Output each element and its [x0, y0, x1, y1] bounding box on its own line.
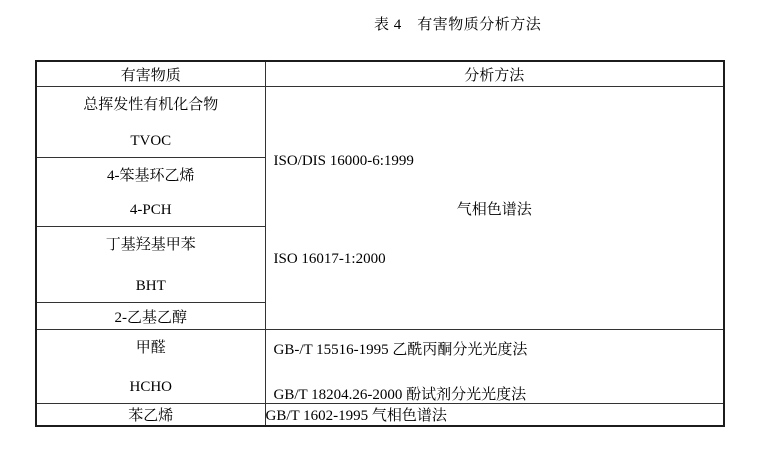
method-gb-15516: GB-/T 15516-1995 乙酰丙酮分光光度法	[273, 342, 528, 358]
cell-substance-bht	[36, 227, 265, 303]
table-row-tvoc	[36, 87, 724, 158]
cell-method-voc-merged	[265, 87, 724, 330]
substance-abbr-hcho: HCHO	[129, 379, 172, 395]
header-substance: 有害物质	[36, 61, 265, 87]
table-row-styrene	[36, 404, 724, 427]
cell-substance-styrene: 苯乙烯	[36, 404, 265, 427]
cell-method-styrene: GB/T 1602-1995 气相色谱法	[265, 404, 724, 427]
cell-substance-4pch	[36, 158, 265, 227]
method-gas-chromatography: 气相色谱法	[456, 202, 532, 218]
method-gb-18204: GB/T 18204.26-2000 酚试剂分光光度法	[273, 387, 527, 403]
cell-substance-hcho	[36, 330, 265, 404]
header-method: 分析方法	[265, 61, 724, 87]
substance-name-tvoc: 总挥发性有机化合物	[83, 97, 219, 113]
substance-abbr-4pch: 4-PCH	[129, 202, 172, 218]
table-caption: 表 4 有害物质分析方法	[374, 17, 542, 33]
cell-substance-tvoc	[36, 87, 265, 158]
substance-name-4pch: 4-笨基环乙烯	[107, 168, 195, 184]
table-row-hcho	[36, 330, 724, 404]
substance-name-bht: 丁基羟基甲苯	[105, 237, 196, 253]
cell-substance-ethanol: 2-乙基乙醇	[36, 303, 265, 330]
substance-abbr-bht: BHT	[135, 278, 166, 294]
substance-name-hcho: 甲醛	[135, 340, 166, 356]
method-iso-16000: ISO/DIS 16000-6:1999	[273, 153, 414, 169]
method-iso-16017: ISO 16017-1:2000	[273, 251, 386, 267]
substance-abbr-tvoc: TVOC	[130, 133, 172, 149]
harmful-substance-analysis-table	[35, 60, 725, 427]
table-header-row	[36, 61, 724, 87]
cell-method-hcho	[265, 330, 724, 404]
